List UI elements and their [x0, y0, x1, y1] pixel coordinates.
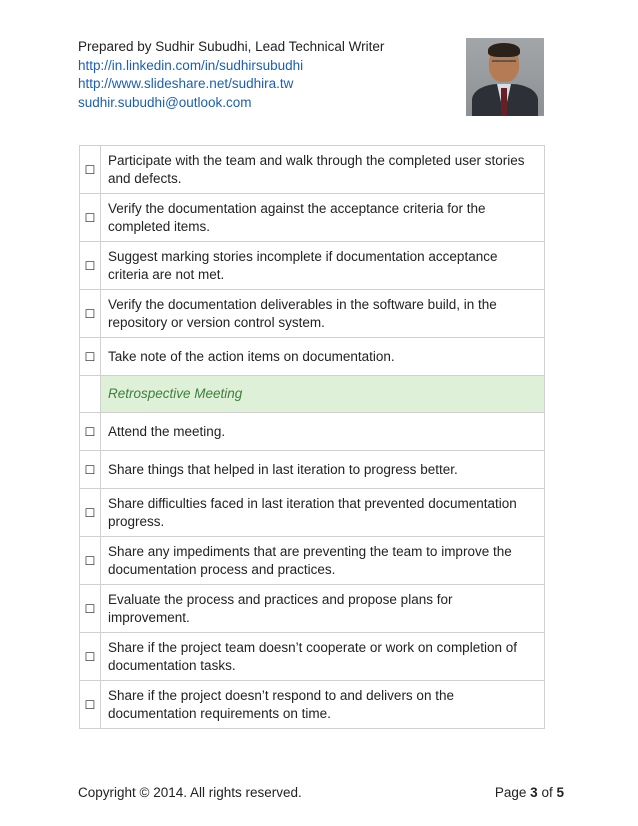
checkbox-icon[interactable]: ☐	[80, 413, 101, 451]
checklist-row	[80, 537, 545, 585]
checkbox-icon[interactable]: ☐	[80, 537, 101, 585]
checklist-row	[80, 633, 545, 681]
checklist-item-text: Share difficulties faced in last iteration that prevented documentation progress.	[101, 489, 545, 537]
author-photo	[466, 38, 544, 116]
page-current: 3	[530, 785, 538, 800]
page-of: of	[541, 785, 553, 800]
checklist-item-text: Share any impediments that are preventing the team to improve the documentation process and practices.	[101, 537, 545, 585]
checkbox-icon[interactable]: ☐	[80, 338, 101, 376]
checklist-item-text: Share if the project doesn’t respond to and delivers on the documentation requirements on time.	[101, 681, 545, 729]
checklist-row	[80, 489, 545, 537]
checklist-row	[80, 585, 545, 633]
checklist-row	[80, 338, 545, 376]
copyright-text: Copyright © 2014. All rights reserved.	[78, 785, 302, 800]
section-row	[80, 376, 545, 413]
checklist-row	[80, 194, 545, 242]
checklist-item-text: Suggest marking stories incomplete if documentation acceptance criteria are not met.	[101, 242, 545, 290]
checklist-item-text: Share if the project team doesn’t cooperate or work on completion of documentation tasks.	[101, 633, 545, 681]
checkbox-icon[interactable]: ☐	[80, 242, 101, 290]
checklist-item-text: Verify the documentation deliverables in the software build, in the repository or version control system.	[101, 290, 545, 338]
checkbox-icon[interactable]: ☐	[80, 489, 101, 537]
checklist-item-text: Take note of the action items on documentation.	[101, 338, 545, 376]
checklist-row	[80, 146, 545, 194]
checkbox-icon[interactable]: ☐	[80, 146, 101, 194]
checklist-row	[80, 451, 545, 489]
checklist-item-text: Participate with the team and walk through the completed user stories and defects.	[101, 146, 545, 194]
checklist-row	[80, 242, 545, 290]
checkbox-icon[interactable]: ☐	[80, 194, 101, 242]
page-total: 5	[556, 785, 564, 800]
checklist-table	[79, 145, 545, 729]
checklist-row	[80, 681, 545, 729]
photo-tie	[501, 88, 507, 116]
checkbox-icon[interactable]: ☐	[80, 585, 101, 633]
author-line: Prepared by Sudhir Subudhi, Lead Technical Writer	[78, 39, 385, 54]
checklist-item-text: Attend the meeting.	[101, 413, 545, 451]
page-number	[495, 784, 564, 802]
checklist-row	[80, 290, 545, 338]
checklist-item-text: Verify the documentation against the acceptance criteria for the completed items.	[101, 194, 545, 242]
checkbox-icon[interactable]: ☐	[80, 451, 101, 489]
page-prefix: Page	[494, 785, 527, 800]
email-link[interactable]: sudhir.subudhi@outlook.com	[78, 94, 252, 110]
document-header	[78, 38, 384, 112]
checkbox-icon[interactable]: ☐	[80, 633, 101, 681]
section-heading: Retrospective Meeting	[101, 376, 545, 413]
checklist-item-text: Evaluate the process and practices and propose plans for improvement.	[101, 585, 545, 633]
checkbox-icon[interactable]: ☐	[80, 681, 101, 729]
photo-glasses	[492, 60, 516, 68]
checklist-row	[80, 413, 545, 451]
section-spacer	[80, 376, 101, 413]
photo-hair	[488, 43, 520, 57]
linkedin-link[interactable]: http://in.linkedin.com/in/sudhirsubudhi	[78, 57, 304, 73]
slideshare-link[interactable]: http://www.slideshare.net/sudhira.tw	[78, 76, 294, 91]
checkbox-icon[interactable]: ☐	[80, 290, 101, 338]
checklist-item-text: Share things that helped in last iteration to progress better.	[101, 451, 545, 489]
